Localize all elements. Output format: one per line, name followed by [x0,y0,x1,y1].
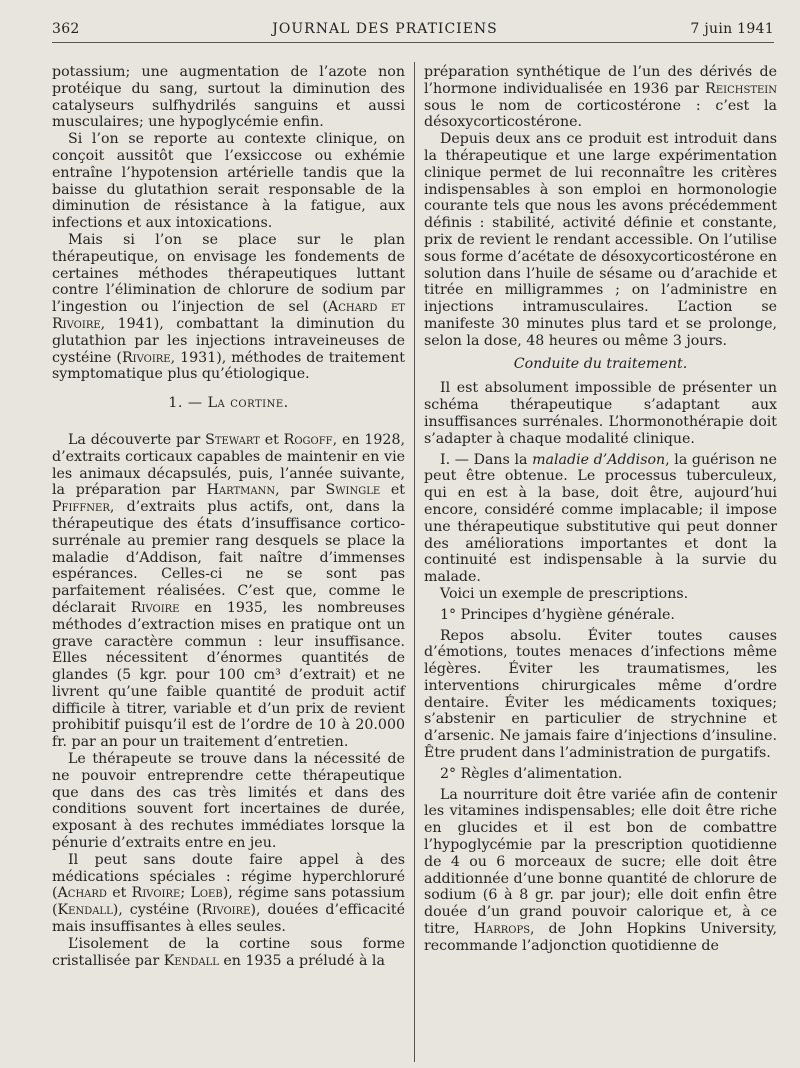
list-heading: 1° Principes d’hygiène générale. [440,606,675,623]
section-heading: 1. — La cortine. [168,395,289,412]
paragraph: Il est absolument impossible de présenter un schéma thérapeutique s’adaptant aux insuffisances surrénales. L’hormonothérapie doit s’adapter à chaque modalité clinique. [424,380,777,447]
paragraph: Voici un exemple de prescriptions. [440,585,689,602]
journal-title: JOURNAL DES PRATICIENS [272,21,498,37]
running-header [52,16,774,43]
paragraph: La nourriture doit être variée afin de contenir les vitamines indispensables; elle doit être riche en glucides et il est bon de combattre l’hypoglycémie par la prescription quotidienne de 4 ou 6 morceaux de sucre; elle doit être additionnée d’une bonne quantité de chlorure de sodium (6 à 8 gr. par jour); elle doit enfin être douée d’un grand pouvoir calorique et, à ce titre, Harrops, de John Hopkins University, recommande l’adjonction quotidienne de [424,786,777,954]
paragraph: La découverte par Stewart et Rogoff, en 1928, d’extraits corticaux capables de maintenir en vie les animaux décapsulés, puis, l’année suivante, la préparation par Hartmann, par Swingle et Pfiffner, d’extraits plus actifs, ont, dans la thérapeutique des états d’insuffisance cortico-surrénale au premier rang desquels se place la maladie d’Addison, fait naître d’immenses espérances. Celles-ci ne se sont pas parfaitement réalisées. C’est que, comme le déclarait Rivoire en 1935, les nombreuses méthodes d’extraction mises en pratique ont un grave caractère commun : leur insuffisance. Elles nécessitent d’énormes quantités de glandes (5 kgr. pour 100 cm³ d’extrait) et ne livrent qu’une faible quantité de produit actif difficile à titrer, variable et d’un prix de revient prohibitif puisqu’il est de l’ordre de 10 à 20.000 fr. par an pour un traitement d’entretien. [52,431,406,751]
subheading: Conduite du traitement. [513,355,688,372]
right-column [424,64,777,955]
paragraph: Depuis deux ans ce produit est introduit dans la thérapeutique et une large expérimentation clinique permet de lui reconnaître les critères indispensables à son emploi en hormonologie courante tels que nous les avons précédemment définis : stabilité, activité définie et constante, prix de revient le rendant accessible. On l’utilise sous forme d’acétate de désoxycorticostérone en solution dans l’huile de sésame ou d’arachide et titrée en milligrammes ; on l’administre en injections intramusculaires. L’action se manifeste 30 minutes plus tard et se prolonge, selon la dose, 48 heures ou même 3 jours. [424,131,777,349]
paragraph: Mais si l’on se place sur le plan thérapeutique, on envisage les fondements de certaines méthodes thérapeutiques luttant contre l’élimination de chlorure de sodium par l’ingestion ou l’injection de sel (Achard et Rivoire, 1941), combattant la diminution du glutathion par les injections intraveineuses de cystéine (Rivoire, 1931), méthodes de traitement symptomatique plus qu’étiologique. [52,231,405,383]
paragraph: Le thérapeute se trouve dans la nécessité de ne pouvoir entreprendre cette thérapeutique que dans des cas très limités et dans des conditions souvent fort incertaines de durée, exposant à des rechutes immédiates lorsque la pénurie d’extraits entre en jeu. [52,751,405,852]
paragraph: Si l’on se reporte au contexte clinique, on conçoit aussitôt que l’exsiccose ou exhémie entraîne l’hypotension artérielle tandis que la baisse du glutathion serait responsable de la diminution de résistance à la fatigue, aux infections et aux intoxications. [52,131,405,232]
paragraph: préparation synthétique de l’un des dérivés de l’hormone individualisée en 1936 par Reichstein sous le nom de corticostérone : c’est la désoxycorticostérone. [424,64,777,131]
page-number: 362 [52,21,80,37]
paragraph: potassium; une augmentation de l’azote non protéique du sang, surtout la diminution des catalyseurs sulfhydrilés sanguins et aussi musculaires; une hypoglycémie enfin. [52,64,405,131]
list-heading: 2° Règles d’alimentation. [440,765,623,782]
paragraph: I. — Dans la maladie d’Addison, la guérison ne peut être obtenue. Le processus tuberculeux, qui en est à la base, doit être, aujourd’hui encore, considéré comme implacable; il impose une thérapeutique substitutive qui peut donner des améliorations importantes et dont la continuité est indispensable à la survie du malade. [424,451,777,586]
column-divider [414,62,415,1062]
paragraph: L’isolement de la cortine sous forme cristallisée par Kendall en 1935 a préludé à la [52,935,405,969]
issue-date: 7 juin 1941 [690,21,774,37]
left-column [52,64,405,969]
paragraph: Il peut sans doute faire appel à des médications spéciales : régime hyperchloruré (Achard et Rivoire; Loeb), régime sans potassium (Kendall), cystéine (Rivoire), douées d’efficacité mais insuffisantes à elles seules. [52,851,405,936]
paragraph: Repos absolu. Éviter toutes causes d’émotions, toutes menaces d’infections même légères. Éviter les traumatismes, les interventions chirurgicales même d’ordre dentaire. Éviter les médicaments toxiques; s’abstenir en particulier de strychnine et d’arsenic. Ne jamais faire d’injections d’insuline. Être prudent dans l’administration de purgatifs. [424,627,777,762]
